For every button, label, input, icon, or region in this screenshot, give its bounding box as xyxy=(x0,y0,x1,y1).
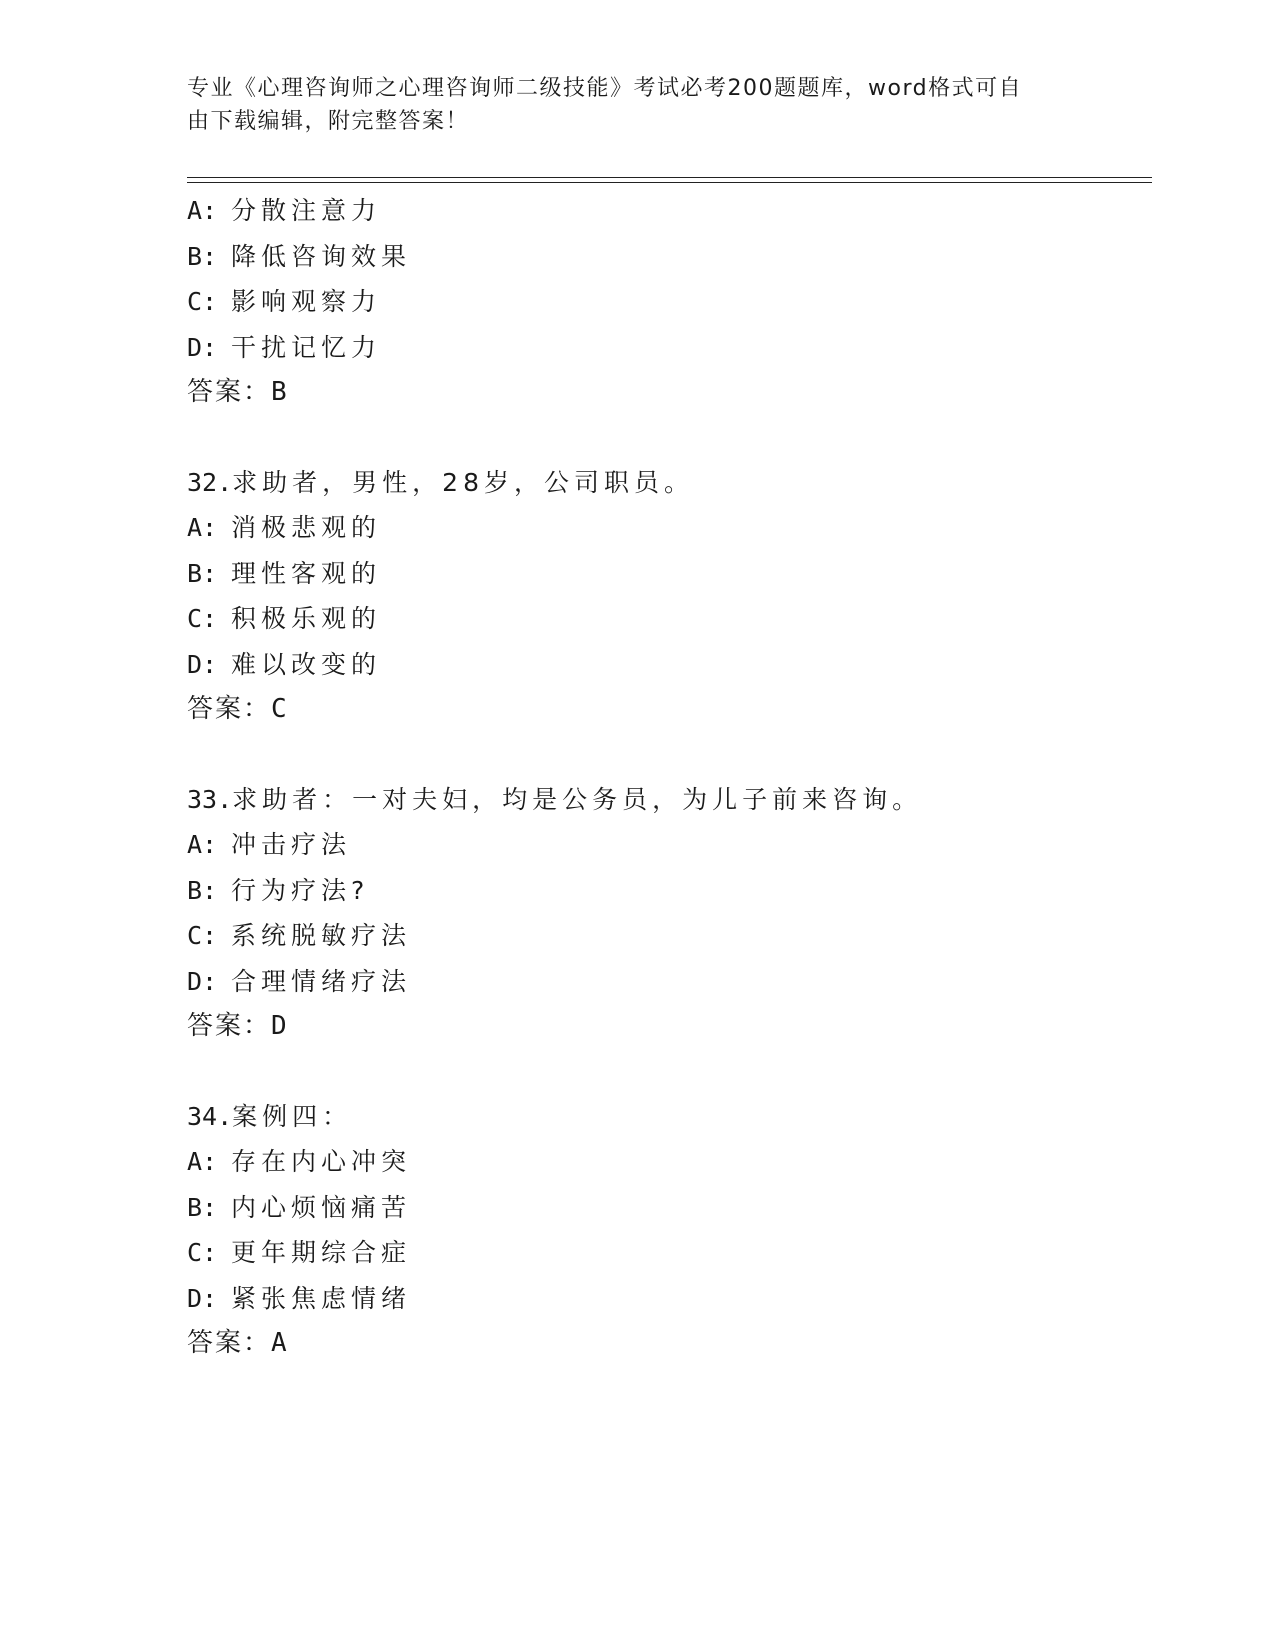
option-text: 内心烦恼痛苦 xyxy=(231,1192,412,1222)
option-b xyxy=(187,551,1147,597)
option-label: B: xyxy=(187,1192,218,1222)
option-b xyxy=(187,868,1147,914)
option-text: 难以改变的 xyxy=(231,649,382,679)
option-text: 合理情绪疗法 xyxy=(231,966,412,996)
question-number: 33. xyxy=(187,784,233,814)
option-a xyxy=(187,822,1147,868)
option-label: A: xyxy=(187,196,218,225)
option-text: 积极乐观的 xyxy=(231,604,382,633)
option-label: C: xyxy=(187,921,218,950)
option-label: D: xyxy=(187,649,218,679)
question-list xyxy=(187,188,1147,1367)
option-b xyxy=(187,234,1147,280)
answer-line xyxy=(187,687,1147,733)
header-divider-top xyxy=(187,177,1152,178)
option-a xyxy=(187,1139,1147,1185)
answer-value: D xyxy=(271,1011,287,1041)
option-text: 系统脱敏疗法 xyxy=(231,921,412,950)
option-d xyxy=(187,325,1147,371)
answer-prefix: 答案： xyxy=(187,1011,272,1041)
option-label: B: xyxy=(187,558,218,588)
question-text: 案例四： xyxy=(232,1101,353,1131)
option-label: B: xyxy=(187,241,218,271)
option-label: A: xyxy=(187,513,218,542)
option-label: D: xyxy=(187,1283,218,1313)
answer-prefix: 答案： xyxy=(187,1328,272,1358)
option-text: 影响观察力 xyxy=(231,287,382,316)
question-block xyxy=(187,777,1147,1050)
option-label: B: xyxy=(187,875,218,905)
question-block xyxy=(187,1094,1147,1367)
option-label: C: xyxy=(187,1238,218,1267)
option-d xyxy=(187,642,1147,688)
answer-prefix: 答案： xyxy=(187,377,272,407)
option-text: 降低咨询效果 xyxy=(231,241,412,271)
option-c xyxy=(187,1230,1147,1276)
question-number: 32. xyxy=(187,467,233,497)
option-label: D: xyxy=(187,332,218,362)
option-a xyxy=(187,188,1147,234)
option-label: C: xyxy=(187,604,218,633)
answer-value: C xyxy=(271,694,287,724)
option-c xyxy=(187,596,1147,642)
question-number: 34. xyxy=(187,1101,233,1131)
question-text: 求助者，男性，28岁，公司职员。 xyxy=(232,467,694,497)
option-d xyxy=(187,959,1147,1005)
option-c xyxy=(187,913,1147,959)
option-b xyxy=(187,1185,1147,1231)
answer-line xyxy=(187,370,1147,416)
option-text: 更年期综合症 xyxy=(231,1238,412,1267)
option-text: 分散注意力 xyxy=(231,196,382,225)
question-line xyxy=(187,1094,1147,1140)
answer-line xyxy=(187,1004,1147,1050)
question-text: 求助者：一对夫妇，均是公务员，为儿子前来咨询。 xyxy=(232,784,923,814)
header-line-2: 由下载编辑，附完整答案！ xyxy=(187,109,470,134)
answer-prefix: 答案： xyxy=(187,694,272,724)
document-header xyxy=(187,72,1067,138)
question-line xyxy=(187,460,1147,506)
option-label: A: xyxy=(187,1147,218,1176)
question-block xyxy=(187,460,1147,733)
option-text: 消极悲观的 xyxy=(231,513,382,542)
answer-line xyxy=(187,1321,1147,1367)
option-d xyxy=(187,1276,1147,1322)
option-text: 存在内心冲突 xyxy=(231,1147,412,1176)
option-label: D: xyxy=(187,966,218,996)
block-spacer xyxy=(187,733,1147,777)
header-line-1: 专业《心理咨询师之心理咨询师二级技能》考试必考200题题库，word格式可自 xyxy=(187,76,1023,101)
option-text: 冲击疗法 xyxy=(231,830,352,859)
option-c xyxy=(187,279,1147,325)
block-spacer xyxy=(187,416,1147,460)
option-text: 行为疗法? xyxy=(231,875,370,905)
answer-value: B xyxy=(271,377,287,407)
option-text: 紧张焦虑情绪 xyxy=(231,1283,412,1313)
option-a xyxy=(187,505,1147,551)
question-line xyxy=(187,777,1147,823)
answer-value: A xyxy=(271,1328,287,1358)
option-label: A: xyxy=(187,830,218,859)
header-divider-bottom xyxy=(187,182,1152,183)
block-spacer xyxy=(187,1050,1147,1094)
option-label: C: xyxy=(187,287,218,316)
question-block xyxy=(187,188,1147,416)
option-text: 干扰记忆力 xyxy=(231,332,382,362)
option-text: 理性客观的 xyxy=(231,558,382,588)
